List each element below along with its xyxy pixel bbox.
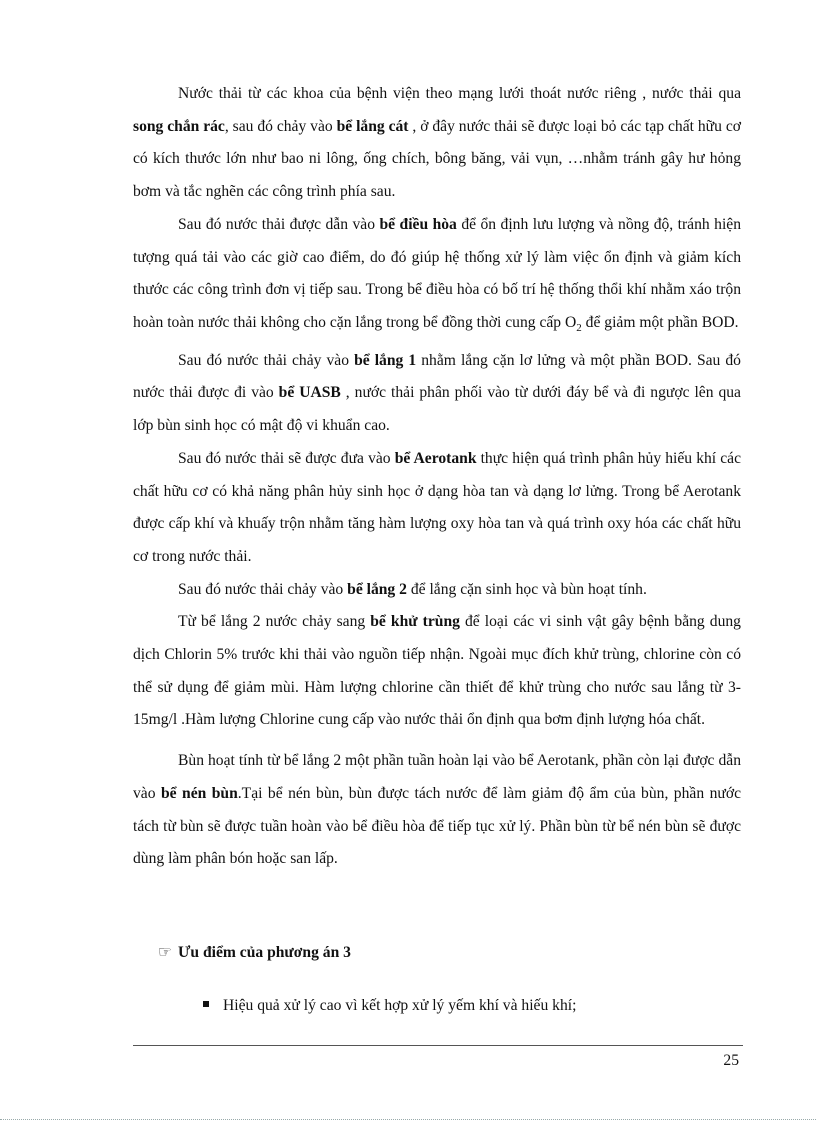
pointing-hand-icon: ☞ [158, 944, 172, 961]
text-run: , ở đây nước thải sẽ được loại bỏ các tạp chất hữu cơ có kích thước lớn như bao ni lông, ống chích, bông băng, vải vụn, …nhằm tránh gây hư hỏng bơm và tắc nghẽn các công trình phía sau. [133, 117, 741, 201]
bold-term: bể Aerotank [394, 449, 477, 467]
bold-term: bể UASB [278, 384, 341, 402]
bold-term: bể lắng 2 [347, 580, 407, 598]
paragraph-7 [133, 745, 741, 876]
bullet-text: Hiệu quả xử lý cao vì kết hợp xử lý yếm khí và hiếu khí; [223, 997, 577, 1014]
bold-term: bể khử trùng [370, 613, 460, 631]
paragraph-3 [133, 345, 741, 443]
section-heading [158, 943, 351, 962]
bold-term: bể nén bùn [160, 784, 238, 802]
footer-rule [133, 1045, 743, 1046]
text-run: để giảm một phần BOD. [581, 313, 739, 331]
paragraph-2 [133, 209, 741, 345]
bold-term: song chắn rác [133, 117, 225, 135]
page-break-line [0, 1119, 816, 1120]
text-run: Bùn hoạt tính từ bể lắng 2 một phần tuần hoàn lại vào bể Aerotank, phần còn lại được dẫn vào [133, 752, 741, 802]
paragraph-6 [133, 606, 741, 737]
text-run: , nước thải phân phối vào từ dưới đáy bể và đi ngược lên qua lớp bùn sinh học có mật độ vi khuẩn cao. [133, 384, 741, 435]
text-run: thực hiện quá trình phân hủy hiếu khí các chất hữu cơ có khả năng phân hủy sinh học ở dạng hòa tan và dạng lơ lửng. Trong bể Aerotank được cấp khí và khuấy trộn nhằm tăng hàm lượng oxy hòa tan và quá trình oxy hóa các chất hữu cơ trong nước thải. [133, 449, 741, 565]
text-run: Sau đó nước thải chảy vào [178, 580, 348, 598]
bold-term: bể lắng cát [336, 117, 409, 135]
text-run: để lắng cặn sinh học và bùn hoạt tính. [406, 580, 647, 598]
bullet-item [203, 997, 576, 1015]
subscript: 2 [576, 322, 582, 335]
text-run: Sau đó nước thải được dẫn vào [178, 215, 380, 233]
text-run: để ổn định lưu lượng và nồng độ, tránh hiện tượng quá tải vào các giờ cao điểm, do đó giúp hệ thống xử lý làm việc ổn định và giảm kích thước các công trình đơn vị tiếp sau. Trong bể điều hòa có bố trí hệ thống thổi khí nhằm xáo trộn hoàn toàn nước thải không cho cặn lắng trong bể đồng thời cung cấp O [133, 215, 741, 331]
paragraph-4 [133, 443, 741, 574]
heading-text: Ưu điểm của phương án 3 [177, 944, 351, 961]
text-run: Từ bể lắng 2 nước chảy sang [178, 613, 371, 631]
paragraph-5 [133, 574, 741, 607]
page-number: 25 [723, 1052, 739, 1069]
text-run: Sau đó nước thải chảy vào [178, 351, 355, 369]
paragraph-1 [133, 78, 741, 209]
bold-term: bể lắng 1 [354, 351, 417, 369]
text-run: để loại các vi sinh vật gây bệnh bằng dung dịch Chlorin 5% trước khi thải vào nguồn tiếp nhận. Ngoài mục đích khử trùng, chlorine còn có thể sử dụng để giảm mùi. Hàm lượng chlorine cần thiết để khử trùng cho nước sau lắng từ 3-15mg/l .Hàm lượng Chlorine cung cấp vào nước thải ổn định qua bơm định lượng hóa chất. [133, 613, 741, 729]
body-text [133, 78, 741, 876]
text-run: , sau đó chảy vào [224, 117, 337, 135]
bold-term: bể điều hòa [379, 215, 457, 233]
text-run: Nước thải từ các khoa của bệnh viện theo mạng lưới thoát nước riêng , nước thải qua [178, 85, 741, 102]
square-bullet-icon [203, 1001, 209, 1007]
text-run: nhằm lắng cặn lơ lửng và một phần BOD. Sau đó nước thải được đi vào [133, 351, 741, 402]
text-run: Sau đó nước thải sẽ được đưa vào [178, 449, 395, 467]
text-run: .Tại bể nén bùn, bùn được tách nước để làm giảm độ ẩm của bùn, phần nước tách từ bùn sẽ được tuần hoàn vào bể điều hòa để tiếp tục xử lý. Phần bùn từ bể nén bùn sẽ được dùng làm phân bón hoặc san lấp. [133, 784, 741, 868]
